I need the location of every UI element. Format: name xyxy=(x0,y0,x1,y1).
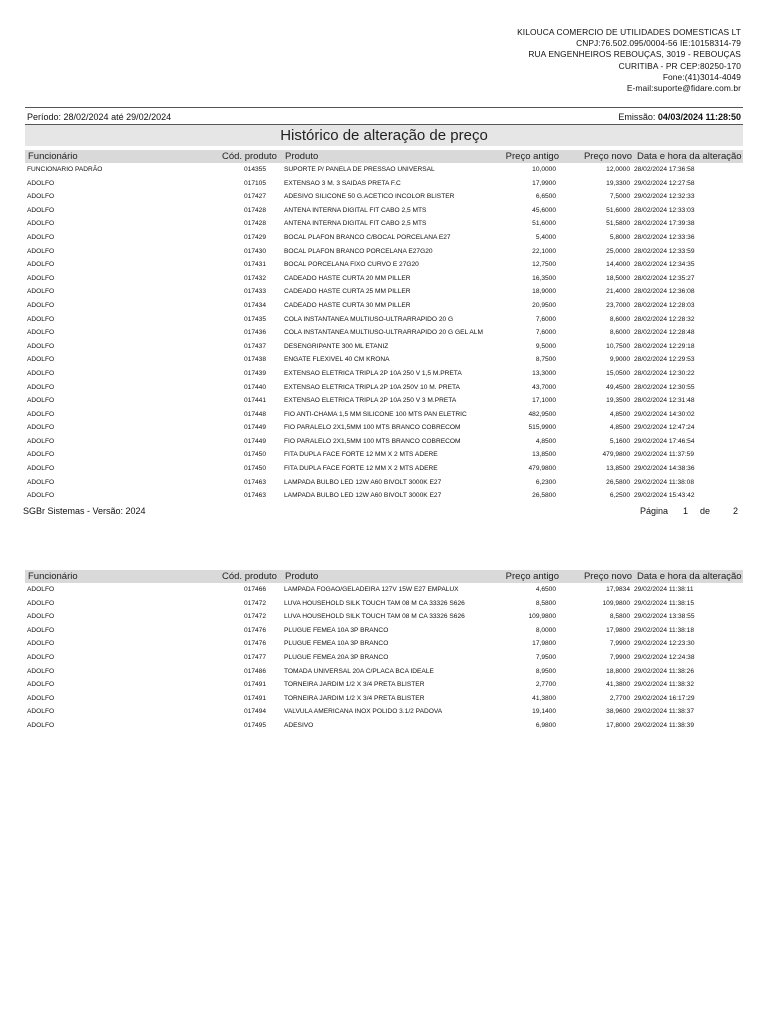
company-cnpj: CNPJ:76.502.095/0004-56 IE:10158314-79 xyxy=(576,38,741,49)
cell-preco-antigo: 7,9500 xyxy=(535,653,556,661)
table-row xyxy=(25,476,743,490)
table-row xyxy=(25,408,743,422)
cell-cod-produto: 017429 xyxy=(243,233,266,241)
cell-funcionario: ADOLFO xyxy=(27,397,55,405)
cell-funcionario: ADOLFO xyxy=(27,369,55,377)
cell-data-hora: 29/02/2024 14:30:02 xyxy=(634,410,695,418)
table-row xyxy=(25,313,743,327)
cell-preco-novo: 23,7000 xyxy=(606,301,630,309)
cell-produto: PLUGUE FEMEA 20A 3P BRANCO xyxy=(284,653,389,661)
table-row xyxy=(25,353,743,367)
cell-preco-antigo: 5,4000 xyxy=(535,233,556,241)
cell-preco-novo: 13,8500 xyxy=(606,465,630,473)
cell-preco-antigo: 12,7500 xyxy=(532,261,556,269)
cell-preco-antigo: 17,1000 xyxy=(532,397,556,405)
cell-preco-novo: 6,2500 xyxy=(609,492,630,500)
cell-cod-produto: 017448 xyxy=(243,410,266,418)
cell-cod-produto: 017428 xyxy=(243,220,266,228)
cell-produto: LUVA HOUSEHOLD SILK TOUCH TAM 08 M CA 33326 S626 xyxy=(284,599,465,607)
cell-produto: EXTENSAO ELETRICA TRIPLA 2P 10A 250 V 1,5 M.PRETA xyxy=(284,369,462,377)
cell-cod-produto: 017432 xyxy=(243,274,266,282)
emission-value: 04/03/2024 11:28:50 xyxy=(657,112,741,122)
cell-preco-novo: 12,0000 xyxy=(606,166,630,173)
cell-cod-produto: 017427 xyxy=(243,193,266,201)
cell-data-hora: 28/02/2024 12:29:18 xyxy=(634,342,695,350)
col-preco-antigo: Preço antigo xyxy=(505,571,559,582)
cell-preco-antigo: 7,6000 xyxy=(535,315,556,323)
cell-preco-novo: 7,9900 xyxy=(609,653,630,661)
table-row xyxy=(25,367,743,381)
table-row xyxy=(25,204,743,218)
col-data-hora: Data e hora da alteração xyxy=(637,151,742,162)
cell-funcionario: ADOLFO xyxy=(27,233,55,241)
table-row xyxy=(25,394,743,408)
cell-preco-novo: 17,9834 xyxy=(606,586,630,593)
cell-preco-antigo: 19,1400 xyxy=(532,708,556,716)
cell-preco-novo: 17,8000 xyxy=(606,721,630,729)
cell-preco-antigo: 515,9900 xyxy=(528,424,556,432)
cell-funcionario: ADOLFO xyxy=(27,626,55,634)
cell-produto: LUVA HOUSEHOLD SILK TOUCH TAM 08 M CA 33326 S626 xyxy=(284,613,465,621)
cell-cod-produto: 017428 xyxy=(243,206,266,214)
cell-funcionario: ADOLFO xyxy=(27,599,55,607)
cell-produto: DESENGRIPANTE 300 ML ETANIZ xyxy=(284,342,389,350)
cell-produto: SUPORTE P/ PANELA DE PRESSAO UNIVERSAL xyxy=(284,166,435,173)
cell-preco-antigo: 18,9000 xyxy=(532,288,556,296)
cell-preco-novo: 19,3300 xyxy=(606,179,630,187)
cell-funcionario: ADOLFO xyxy=(27,437,55,445)
cell-data-hora: 28/02/2024 12:34:35 xyxy=(634,261,695,269)
cell-preco-novo: 4,8500 xyxy=(609,424,630,432)
cell-data-hora: 29/02/2024 11:38:08 xyxy=(634,478,695,486)
cell-preco-antigo: 45,6000 xyxy=(532,206,556,214)
cell-preco-novo: 7,5000 xyxy=(609,193,630,201)
cell-produto: LAMPADA BULBO LED 12W A60 BIVOLT 3000K E27 xyxy=(284,478,442,486)
cell-funcionario: ADOLFO xyxy=(27,220,55,228)
cell-preco-novo: 17,9800 xyxy=(606,626,630,634)
cell-cod-produto: 017472 xyxy=(243,613,266,621)
cell-preco-novo: 8,5800 xyxy=(609,613,630,621)
cell-preco-antigo: 4,8500 xyxy=(535,437,556,445)
cell-data-hora: 28/02/2024 12:29:53 xyxy=(634,356,695,364)
table-row xyxy=(25,651,743,665)
cell-preco-antigo: 16,3500 xyxy=(532,274,556,282)
cell-data-hora: 29/02/2024 11:38:15 xyxy=(634,599,695,607)
cell-funcionario: ADOLFO xyxy=(27,586,55,593)
table-row xyxy=(25,448,743,462)
cell-funcionario: ADOLFO xyxy=(27,193,55,201)
table-body-page1 xyxy=(25,163,743,503)
cell-data-hora: 29/02/2024 14:38:36 xyxy=(634,465,695,473)
cell-cod-produto: 017491 xyxy=(243,694,266,702)
cell-preco-novo: 14,4000 xyxy=(606,261,630,269)
cell-preco-antigo: 41,3800 xyxy=(532,694,556,702)
table-row xyxy=(25,190,743,204)
cell-produto: ANTENA INTERNA DIGITAL FIT CABO 2,5 MTS xyxy=(284,220,427,228)
table-body-page2 xyxy=(25,583,743,733)
cell-cod-produto: 017449 xyxy=(243,424,266,432)
cell-funcionario: ADOLFO xyxy=(27,424,55,432)
cell-produto: BOCAL PLAFON BRANCO PORCELANA E27G20 xyxy=(284,247,433,255)
cell-preco-novo: 10,7500 xyxy=(606,342,630,350)
cell-produto: TORNEIRA JARDIM 1/2 X 3/4 PRETA BLISTER xyxy=(284,681,425,689)
table-row xyxy=(25,245,743,259)
cell-preco-novo: 21,4000 xyxy=(606,288,630,296)
header-divider xyxy=(25,107,743,108)
cell-data-hora: 28/02/2024 12:35:27 xyxy=(634,274,695,282)
col-preco-antigo: Preço antigo xyxy=(505,151,559,162)
cell-data-hora: 29/02/2024 17:46:54 xyxy=(634,437,695,445)
cell-funcionario: ADOLFO xyxy=(27,640,55,648)
cell-preco-novo: 15,0500 xyxy=(606,369,630,377)
col-produto: Produto xyxy=(285,571,319,582)
table-row xyxy=(25,272,743,286)
cell-preco-antigo: 8,5800 xyxy=(535,599,556,607)
cell-preco-antigo: 8,9500 xyxy=(535,667,556,675)
cell-produto: ANTENA INTERNA DIGITAL FIT CABO 2,5 MTS xyxy=(284,206,427,214)
cell-funcionario: ADOLFO xyxy=(27,274,55,282)
table-row xyxy=(25,285,743,299)
col-preco-novo: Preço novo xyxy=(583,571,632,582)
cell-produto: CADEADO HASTE CURTA 30 MM PILLER xyxy=(284,301,411,309)
col-funcionario: Funcionário xyxy=(28,151,78,162)
cell-preco-antigo: 17,9800 xyxy=(532,640,556,648)
cell-data-hora: 28/02/2024 12:30:55 xyxy=(634,383,695,391)
cell-funcionario: ADOLFO xyxy=(27,247,55,255)
cell-produto: EXTENSAO ELETRICA TRIPLA 2P 10A 250V 10 M. PRETA xyxy=(284,383,460,391)
cell-funcionario: ADOLFO xyxy=(27,342,55,350)
cell-cod-produto: 017431 xyxy=(243,261,266,269)
cell-cod-produto: 017494 xyxy=(243,708,266,716)
cell-data-hora: 29/02/2024 12:32:33 xyxy=(634,193,695,201)
cell-preco-novo: 49,4500 xyxy=(606,383,630,391)
cell-data-hora: 28/02/2024 12:28:32 xyxy=(634,315,695,323)
table-row xyxy=(25,326,743,340)
cell-funcionario: ADOLFO xyxy=(27,478,55,486)
footer-page-label: Página xyxy=(640,506,669,516)
col-preco-novo: Preço novo xyxy=(583,151,632,162)
cell-cod-produto: 017438 xyxy=(243,356,266,364)
cell-funcionario: ADOLFO xyxy=(27,315,55,323)
cell-preco-novo: 18,8000 xyxy=(606,667,630,675)
cell-cod-produto: 017437 xyxy=(243,342,266,350)
company-email: E-mail:suporte@fidare.com.br xyxy=(626,83,741,94)
cell-data-hora: 29/02/2024 12:47:24 xyxy=(634,424,695,432)
cell-cod-produto: 017472 xyxy=(243,599,266,607)
cell-cod-produto: 017463 xyxy=(243,478,266,486)
cell-preco-antigo: 8,7500 xyxy=(535,356,556,364)
cell-produto: ADESIVO SILICONE 50 G.ACETICO INCOLOR BLISTER xyxy=(284,193,455,201)
cell-cod-produto: 017495 xyxy=(243,721,266,729)
footer-system: SGBr Sistemas - Versão: 2024 xyxy=(23,506,146,516)
table-row xyxy=(25,163,743,177)
cell-cod-produto: 017441 xyxy=(243,397,266,405)
cell-data-hora: 28/02/2024 12:31:48 xyxy=(634,397,695,405)
cell-produto: FIO PARALELO 2X1,5MM 100 MTS BRANCO COBRECOM xyxy=(284,437,461,445)
table-row xyxy=(25,610,743,624)
cell-produto: ENGATE FLEXIVEL 40 CM KRONA xyxy=(284,356,390,364)
cell-data-hora: 29/02/2024 11:37:59 xyxy=(634,451,695,459)
table-row xyxy=(25,678,743,692)
cell-data-hora: 28/02/2024 12:36:08 xyxy=(634,288,695,296)
cell-produto: FIO PARALELO 2X1,5MM 100 MTS BRANCO COBRECOM xyxy=(284,424,461,432)
cell-cod-produto: 017491 xyxy=(243,681,266,689)
cell-cod-produto: 017476 xyxy=(243,626,266,634)
cell-data-hora: 29/02/2024 13:38:55 xyxy=(634,613,695,621)
cell-preco-novo: 51,5800 xyxy=(606,220,630,228)
cell-preco-novo: 5,1600 xyxy=(609,437,630,445)
cell-preco-antigo: 13,8500 xyxy=(532,451,556,459)
cell-funcionario: FUNCIONARIO PADRÃO xyxy=(27,166,103,173)
table-row xyxy=(25,719,743,733)
cell-data-hora: 28/02/2024 12:30:22 xyxy=(634,369,695,377)
col-data-hora: Data e hora da alteração xyxy=(637,571,742,582)
cell-produto: TOMADA UNIVERSAL 20A C/PLACA BCA IDEALE xyxy=(284,667,434,675)
cell-preco-novo: 19,3500 xyxy=(606,397,630,405)
cell-data-hora: 29/02/2024 11:38:11 xyxy=(634,586,694,593)
cell-funcionario: ADOLFO xyxy=(27,694,55,702)
cell-preco-novo: 41,3800 xyxy=(606,681,630,689)
table-row xyxy=(25,489,743,503)
cell-data-hora: 28/02/2024 12:28:03 xyxy=(634,301,695,309)
cell-data-hora: 29/02/2024 11:38:26 xyxy=(634,667,695,675)
footer-of-label: de xyxy=(700,506,711,516)
cell-cod-produto: 017433 xyxy=(243,288,266,296)
cell-preco-antigo: 20,9500 xyxy=(532,301,556,309)
cell-data-hora: 29/02/2024 16:17:29 xyxy=(634,694,695,702)
col-cod-produto: Cód. produto xyxy=(222,151,277,162)
cell-preco-antigo: 4,6500 xyxy=(535,586,556,593)
cell-preco-novo: 5,8000 xyxy=(609,233,630,241)
cell-produto: ADESIVO xyxy=(284,721,314,729)
cell-produto: EXTENSAO 3 M. 3 SAIDAS PRETA F.C xyxy=(284,179,401,187)
cell-produto: BOCAL PLAFON BRANCO C/BOCAL PORCELANA E27 xyxy=(284,233,451,241)
cell-cod-produto: 017450 xyxy=(243,451,266,459)
cell-produto: FITA DUPLA FACE FORTE 12 MM X 2 MTS ADERE xyxy=(284,465,438,473)
cell-preco-antigo: 13,3000 xyxy=(532,369,556,377)
cell-preco-novo: 109,9800 xyxy=(602,599,630,607)
table-row xyxy=(25,177,743,191)
company-info xyxy=(517,27,741,94)
cell-preco-antigo: 51,6000 xyxy=(532,220,556,228)
cell-cod-produto: 017440 xyxy=(243,383,266,391)
cell-cod-produto: 017476 xyxy=(243,640,266,648)
company-name: KILOUCA COMERCIO DE UTILIDADES DOMESTICAS LT xyxy=(517,27,741,37)
cell-produto: PLUGUE FEMEA 10A 3P BRANCO xyxy=(284,626,389,634)
cell-produto: COLA INSTANTANEA MULTIUSO-ULTRARRAPIDO 20 G xyxy=(284,315,454,323)
table-header-page2 xyxy=(25,570,743,583)
cell-data-hora: 29/02/2024 11:38:32 xyxy=(634,681,695,689)
cell-cod-produto: 017430 xyxy=(243,247,266,255)
cell-preco-antigo: 479,9800 xyxy=(528,465,556,473)
cell-preco-antigo: 43,7000 xyxy=(532,383,556,391)
report-title: Histórico de alteração de preço xyxy=(25,125,743,146)
cell-cod-produto: 014355 xyxy=(243,166,266,173)
cell-produto: LAMPADA BULBO LED 12W A60 BIVOLT 3000K E27 xyxy=(284,492,442,500)
cell-preco-novo: 26,5800 xyxy=(606,478,630,486)
footer-page-num: 1 xyxy=(683,506,689,516)
table-row xyxy=(25,624,743,638)
report-emission xyxy=(618,112,741,122)
cell-data-hora: 28/02/2024 12:33:03 xyxy=(634,206,695,214)
emission-label: Emissão: xyxy=(618,112,656,122)
cell-preco-novo: 8,6000 xyxy=(609,329,630,337)
cell-produto: LAMPADA FOGAO/GELADEIRA 127V 15W E27 EMPALUX xyxy=(284,586,459,593)
cell-preco-novo: 8,6000 xyxy=(609,315,630,323)
cell-produto: COLA INSTANTANEA MULTIUSO-ULTRARRAPIDO 20 G GEL ALM xyxy=(284,329,483,337)
cell-preco-novo: 4,8500 xyxy=(609,410,630,418)
table-row xyxy=(25,692,743,706)
cell-data-hora: 29/02/2024 12:23:30 xyxy=(634,640,695,648)
cell-funcionario: ADOLFO xyxy=(27,288,55,296)
cell-preco-antigo: 6,6500 xyxy=(535,193,556,201)
cell-funcionario: ADOLFO xyxy=(27,667,55,675)
cell-preco-novo: 18,5000 xyxy=(606,274,630,282)
cell-produto: CADEADO HASTE CURTA 25 MM PILLER xyxy=(284,288,411,296)
cell-funcionario: ADOLFO xyxy=(27,653,55,661)
cell-cod-produto: 017477 xyxy=(243,653,266,661)
cell-cod-produto: 017105 xyxy=(243,179,266,187)
cell-cod-produto: 017466 xyxy=(243,586,266,593)
cell-preco-antigo: 482,9500 xyxy=(528,410,556,418)
cell-funcionario: ADOLFO xyxy=(27,681,55,689)
cell-data-hora: 28/02/2024 12:28:48 xyxy=(634,329,695,337)
cell-data-hora: 29/02/2024 15:43:42 xyxy=(634,492,695,500)
cell-preco-novo: 479,9800 xyxy=(602,451,630,459)
cell-cod-produto: 017449 xyxy=(243,437,266,445)
cell-data-hora: 28/02/2024 12:33:36 xyxy=(634,233,695,241)
table-row xyxy=(25,637,743,651)
cell-data-hora: 28/02/2024 17:36:58 xyxy=(634,166,695,173)
cell-preco-antigo: 17,9900 xyxy=(532,179,556,187)
cell-cod-produto: 017486 xyxy=(243,667,266,675)
cell-preco-antigo: 109,9800 xyxy=(528,613,556,621)
cell-data-hora: 28/02/2024 12:33:59 xyxy=(634,247,695,255)
table-row xyxy=(25,583,743,597)
company-address: RUA ENGENHEIROS REBOUÇAS, 3019 - REBOUÇAS xyxy=(528,49,741,60)
cell-cod-produto: 017463 xyxy=(243,492,266,500)
cell-cod-produto: 017436 xyxy=(243,329,266,337)
cell-produto: TORNEIRA JARDIM 1/2 X 3/4 PRETA BLISTER xyxy=(284,694,425,702)
cell-funcionario: ADOLFO xyxy=(27,301,55,309)
cell-preco-antigo: 2,7700 xyxy=(535,681,556,689)
cell-funcionario: ADOLFO xyxy=(27,179,55,187)
table-row xyxy=(25,231,743,245)
col-produto: Produto xyxy=(285,151,319,162)
cell-cod-produto: 017435 xyxy=(243,315,266,323)
cell-preco-novo: 38,9600 xyxy=(606,708,630,716)
cell-funcionario: ADOLFO xyxy=(27,329,55,337)
cell-cod-produto: 017439 xyxy=(243,369,266,377)
footer-page-total: 2 xyxy=(733,506,739,516)
cell-produto: BOCAL PORCELANA FIXO CURVO E 27G20 xyxy=(284,261,419,269)
table-row xyxy=(25,421,743,435)
cell-preco-novo: 9,9000 xyxy=(609,356,630,364)
cell-data-hora: 29/02/2024 12:27:58 xyxy=(634,179,695,187)
table-row xyxy=(25,435,743,449)
cell-data-hora: 28/02/2024 17:39:38 xyxy=(634,220,695,228)
cell-funcionario: ADOLFO xyxy=(27,261,55,269)
cell-produto: EXTENSAO ELETRICA TRIPLA 2P 10A 250 V 3 M.PRETA xyxy=(284,397,457,405)
cell-preco-antigo: 26,5800 xyxy=(532,492,556,500)
table-row xyxy=(25,705,743,719)
table-row xyxy=(25,462,743,476)
cell-preco-antigo: 10,0000 xyxy=(532,166,556,173)
cell-preco-novo: 51,6000 xyxy=(606,206,630,214)
col-funcionario: Funcionário xyxy=(28,571,78,582)
cell-preco-novo: 7,9900 xyxy=(609,640,630,648)
cell-preco-antigo: 8,0000 xyxy=(535,626,556,634)
table-header xyxy=(25,150,743,163)
cell-preco-antigo: 6,9800 xyxy=(535,721,556,729)
cell-preco-antigo: 9,5000 xyxy=(535,342,556,350)
cell-produto: FITA DUPLA FACE FORTE 12 MM X 2 MTS ADERE xyxy=(284,451,438,459)
cell-cod-produto: 017434 xyxy=(243,301,266,309)
cell-funcionario: ADOLFO xyxy=(27,721,55,729)
cell-preco-antigo: 7,6000 xyxy=(535,329,556,337)
cell-data-hora: 29/02/2024 11:38:18 xyxy=(634,626,695,634)
table-row xyxy=(25,340,743,354)
cell-preco-antigo: 6,2300 xyxy=(535,478,556,486)
cell-data-hora: 29/02/2024 11:38:37 xyxy=(634,708,695,716)
report-period: Período: 28/02/2024 até 29/02/2024 xyxy=(27,112,172,122)
table-row xyxy=(25,299,743,313)
cell-data-hora: 29/02/2024 11:38:39 xyxy=(634,721,695,729)
cell-funcionario: ADOLFO xyxy=(27,613,55,621)
cell-preco-antigo: 22,1000 xyxy=(532,247,556,255)
cell-funcionario: ADOLFO xyxy=(27,708,55,716)
cell-preco-novo: 2,7700 xyxy=(609,694,630,702)
table-row xyxy=(25,381,743,395)
cell-cod-produto: 017450 xyxy=(243,465,266,473)
cell-funcionario: ADOLFO xyxy=(27,492,55,500)
cell-funcionario: ADOLFO xyxy=(27,451,55,459)
table-row xyxy=(25,597,743,611)
col-cod-produto: Cód. produto xyxy=(222,571,277,582)
table-row xyxy=(25,665,743,679)
cell-produto: PLUGUE FEMEA 10A 3P BRANCO xyxy=(284,640,389,648)
cell-funcionario: ADOLFO xyxy=(27,383,55,391)
cell-funcionario: ADOLFO xyxy=(27,410,55,418)
cell-funcionario: ADOLFO xyxy=(27,356,55,364)
cell-produto: VALVULA AMERICANA INOX POLIDO 3.1/2 PADOVA xyxy=(284,708,443,716)
table-row xyxy=(25,217,743,231)
company-city: CURITIBA - PR CEP:80250-170 xyxy=(618,60,741,71)
cell-funcionario: ADOLFO xyxy=(27,206,55,214)
table-row xyxy=(25,258,743,272)
cell-preco-novo: 25,0000 xyxy=(606,247,630,255)
cell-data-hora: 29/02/2024 12:24:38 xyxy=(634,653,695,661)
cell-funcionario: ADOLFO xyxy=(27,465,55,473)
cell-produto: FIO ANTI-CHAMA 1,5 MM SILICONE 100 MTS PAN ELETRIC xyxy=(284,410,467,418)
cell-produto: CADEADO HASTE CURTA 20 MM PILLER xyxy=(284,274,411,282)
company-phone: Fone:(41)3014-4049 xyxy=(662,71,741,82)
